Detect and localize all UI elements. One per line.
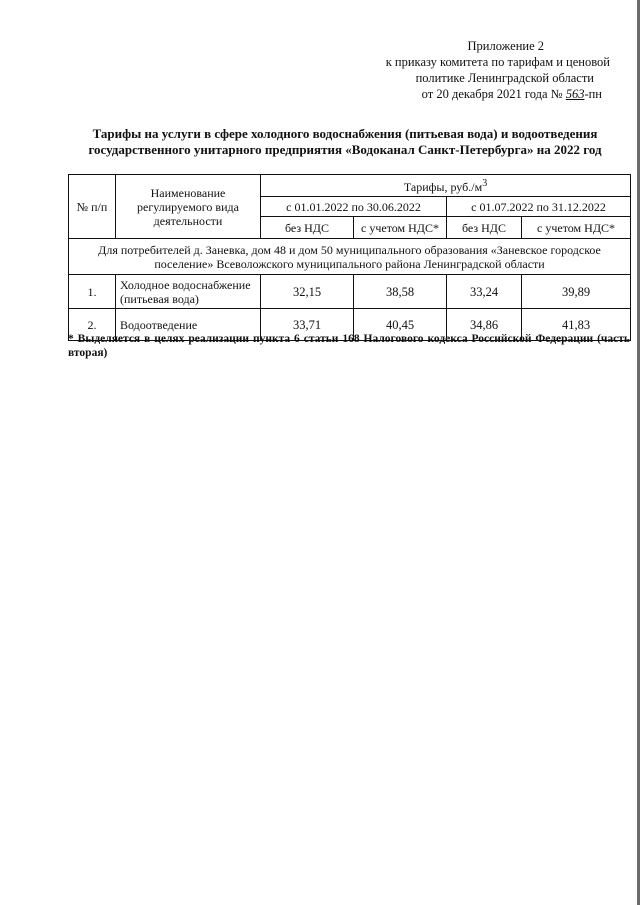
- order-number: 563: [565, 87, 585, 101]
- tariffs-table: [68, 174, 631, 341]
- document-title: [60, 126, 630, 158]
- title-line-1: Тарифы на услуги в сфере холодного водоснабжения (питьевая вода) и водоотведения: [92, 126, 598, 141]
- footnote: * Выделяется в целях реализации пункта 6 статьи 168 Налогового кодекса Российской Федерации (часть вторая): [68, 333, 630, 359]
- row-p1-vat: 38,58: [354, 275, 447, 309]
- group-label: Для потребителей д. Заневка, дом 48 и дом 50 муниципального образования «Заневское городское поселение» Всеволожского муниципального района Ленинградской области: [69, 239, 631, 275]
- header-p1-vat: с учетом НДС*: [354, 217, 447, 239]
- group-row: [69, 239, 631, 275]
- header-tariffs-sup: 3: [482, 178, 488, 189]
- row-name: Холодное водоснабжение (питьевая вода): [116, 275, 261, 309]
- row-p2-vat: 39,89: [522, 275, 631, 309]
- row-p1-no-vat: 32,15: [261, 275, 354, 309]
- row-num: 2.: [69, 309, 116, 341]
- appendix-line-3: политике Ленинградской области: [415, 71, 594, 85]
- row-p2-no-vat: 33,24: [447, 275, 522, 309]
- table-row: [69, 275, 631, 309]
- header-period-2: с 01.07.2022 по 31.12.2022: [447, 197, 631, 217]
- header-row-1: [69, 175, 631, 197]
- row-num: 1.: [69, 275, 116, 309]
- header-name: Наименование регулируемого вида деятельности: [116, 175, 261, 239]
- header-tariffs: [261, 175, 631, 197]
- header-p1-no-vat: без НДС: [261, 217, 354, 239]
- header-tariffs-text: Тарифы, руб./м: [403, 180, 483, 194]
- order-suffix: -пн: [584, 87, 602, 101]
- header-period-1: с 01.01.2022 по 30.06.2022: [261, 197, 447, 217]
- appendix-date: от 20 декабря 2021 года №: [421, 87, 563, 101]
- appendix-line-2: к приказу комитета по тарифам и ценовой: [385, 55, 610, 69]
- row-name: Водоотведение: [116, 309, 261, 341]
- appendix-line-4: [360, 86, 602, 102]
- appendix-line-1: Приложение 2: [467, 39, 544, 53]
- appendix-header: [360, 38, 610, 102]
- row-p1-vat: 40,45: [354, 309, 447, 341]
- header-p2-vat: с учетом НДС*: [522, 217, 631, 239]
- row-p2-vat: 41,83: [522, 309, 631, 341]
- header-num: № п/п: [69, 175, 116, 239]
- header-p2-no-vat: без НДС: [447, 217, 522, 239]
- row-p2-no-vat: 34,86: [447, 309, 522, 341]
- row-p1-no-vat: 33,71: [261, 309, 354, 341]
- title-line-2: государственного унитарного предприятия «Водоканал Санкт-Петербурга» на 2022 год: [88, 142, 602, 157]
